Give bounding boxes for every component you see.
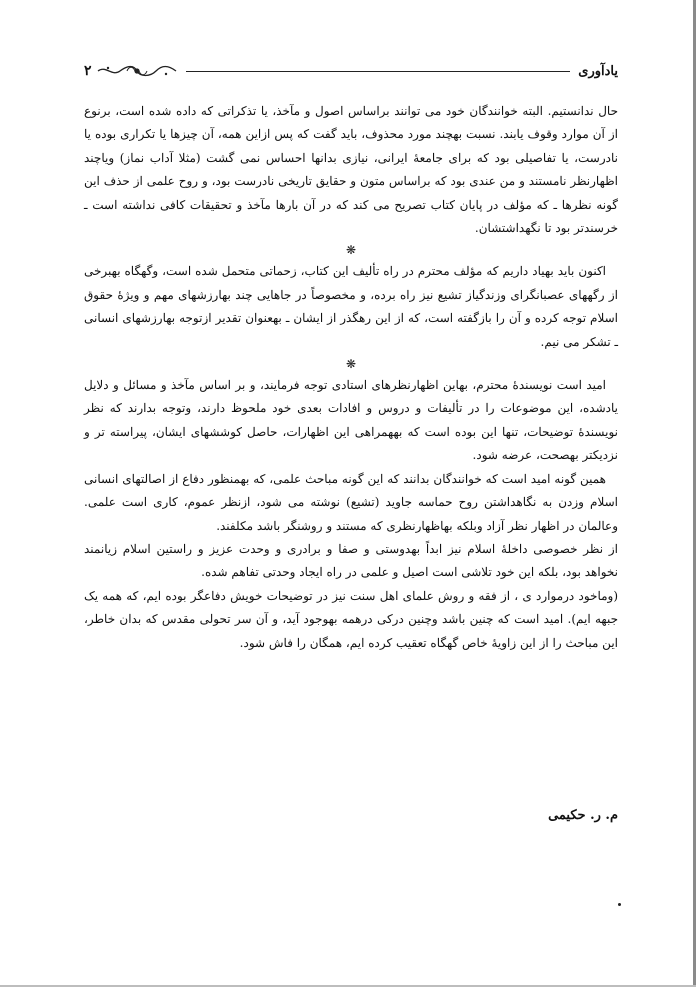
running-title: یادآوری xyxy=(578,63,618,79)
section-separator-icon: ❋ xyxy=(345,357,357,372)
article-body xyxy=(84,100,618,655)
paragraph: از نظر خصوصی داخلهٔ اسلام نیز ابداً بهدوستی و صفا و برادری و وحدت عزیز و راستین اسلام زیانمند نخواهد بود، بلکه این خود تلاشی است اصیل و علمی در راه ایجاد وحدتی تفاهم شده. xyxy=(84,541,618,580)
header-rule xyxy=(186,71,571,72)
page-header xyxy=(84,60,618,82)
paragraph-group xyxy=(84,374,618,538)
stray-dot xyxy=(618,903,621,906)
paragraph: حال ندانستیم. البته خوانندگان خود می توانند براساس اصول و مآخذ، یا تذکراتی که داده شده است، برنوع از آن موارد وقوف یابند. نسبت بهچند مورد محذوف، باید گفت که پس ازاین همه، آن چیزها یا تکراری بوده یا نادرست، یا تفاصیلی بود که برای جامعهٔ ایرانی، نیازی بدانها احساس نمی گشت (مثلا آداب نماز) ویاچند اظهارنظر نامستند و من عندی بود که براساس متون و حقایق تاریخی نادرست بود، و روح علمی از حذف این گونه نظرها ـ که مؤلف در پایان کتاب تصریح می کند که در آن بارها مآخذ و تحقیقات کافی نداشته است ـ خرسندتر بود تا نگهداشتشان. xyxy=(84,104,618,236)
page-number: ۲ xyxy=(84,63,92,79)
paragraph: (وماخود درموارد ی ، از فقه و روش علمای اهل سنت نیز در توضیحات خویش دفاعگر بوده ایم، که همه یک جبهه ایم). امید است که چنین باشد وچنین درکی درهمه بهوجود آید، و آن سر تحولی مقدس که بدان خاطر، این مباحث را از این زاویهٔ خاص گهگاه تعقیب کرده ایم، همگان را فاش شود. xyxy=(84,588,618,650)
paragraph-group xyxy=(84,538,618,655)
paragraph: همین گونه امید است که خوانندگان بدانند که این گونه مباحث علمی، که بهمنظور دفاع از اصالتهای انسانی اسلام وزدن به نگاهداشتن روح حماسه جاوید (تشیع) نوشته می شود، ازنظر عموم، کاری است علمی. وعالمان در اظهار نظر آزاد وبلکه بهاظهارنظری که مستند و روشنگر باشد مکلفند. xyxy=(84,471,618,533)
paragraph: اکنون باید بهیاد داریم که مؤلف محترم در راه تألیف این کتاب، زحماتی متحمل شده است، وگهگاه بهبرخی از رگههای عصبانگرای وزندگیاز تشیع نیز راه برده، و مخصوصاً در جاهایی چند بهارزشهای مهم و ویژهٔ حقوق اسلام توجه کرده و آن را بازگفته است، که از این رهگذر از ایشان ـ بهعنوان تقدیر ازتوجه بهارزشهای انسانی ـ تشکر می نیم. xyxy=(84,264,618,349)
section-separator-icon: ❋ xyxy=(345,243,357,258)
decorative-ornament-icon xyxy=(96,61,178,81)
author-signature: م. ر. حکیمی xyxy=(548,808,618,823)
paragraph: امید است نویسندهٔ محترم، بهاین اظهارنظرهای استادی توجه فرمایند، و بر اساس مآخذ و مسائل و دلایل یادشده، این موضوعات را در تألیفات و دروس و افادات بعدی خود ملحوظ دارند، وتوجه بدارند که نظر نویسندهٔ توضیحات، تنها این بوده است که بههمراهی این اظهارات، حاصل کوششهای ایشان، پیراسته تر و نزدیکتر بهصحت، عرضه شود. xyxy=(84,378,618,463)
